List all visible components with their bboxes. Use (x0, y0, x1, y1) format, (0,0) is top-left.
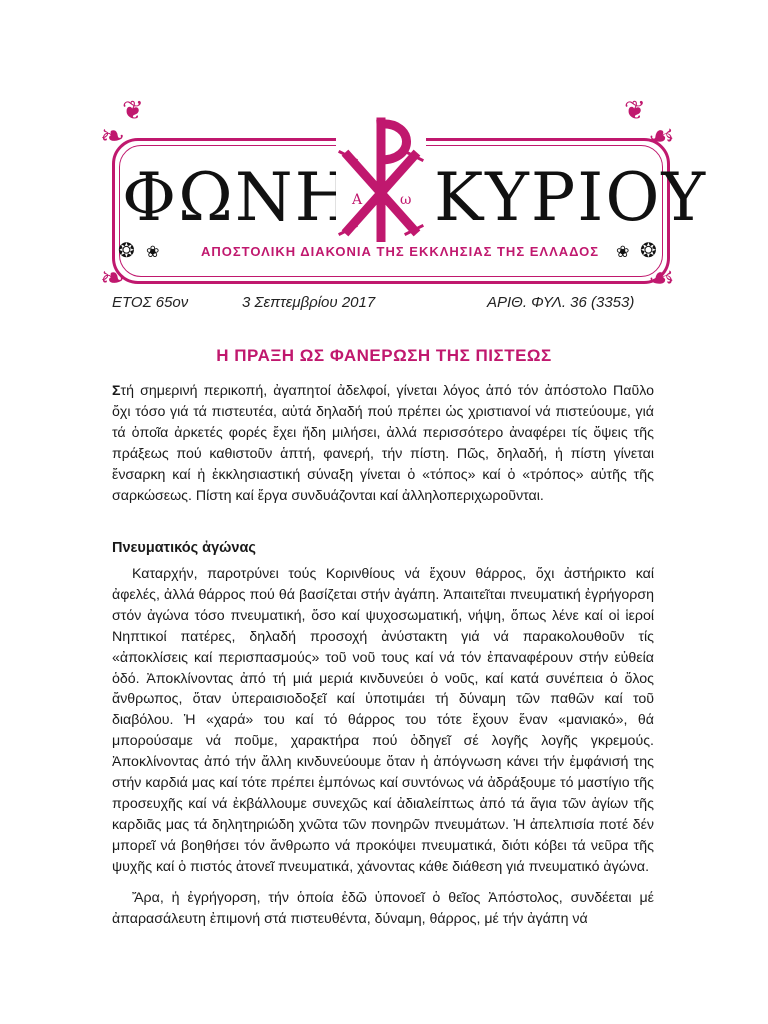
corner-swirl-icon: ❧ (100, 119, 126, 154)
masthead-subtitle: ΑΠΟΣΤΟΛΙΚΗ ΔΙΑΚΟΝΙΑ ΤΗΣ ΕΚΚΛΗΣΙΑΣ ΤΗΣ ΕΛΛΑΔΟΣ (200, 244, 600, 259)
top-swirl-icon: ❦ (122, 96, 144, 126)
corner-swirl-icon: ☙ (648, 119, 675, 154)
omega-label: ω (400, 192, 412, 208)
intro-text: τή σημερινή περικοπή, ἀγαπητοί ἀδελφοί, γίνεται λόγος ἀπό τόν ἀπόστολο Παῦλο ὄχι τόσο γιά τά πιστευτέα, αὐτά δηλαδή πού πρέπει ὡς χριστιανοί νά πιστεύουμε, γιά τά ὁποῖα ἀρκετές φορές ἔχει ἤδη μιλήσει, ἀλλά περισσότερο ἀναφέρει τίς ὄψεις τῆς πράξεως πού καθιστοῦν ἁπτή, φανερή, τήν πίστη. Πῶς, δηλαδή, ἡ πίστη γίνεται ἔνσαρκη καί ἡ ἐκκλησιαστική σύναξη γίνεται ὁ «τόπος» καί ὁ «τρόπος» αὐτῆς τῆς σαρκώσεως. Πίστη καί ἔργα συνδυάζονται καί ἀλληλοπεριχωροῦνται. (112, 383, 654, 504)
article-paragraph: Καταρχήν, παροτρύνει τούς Κορινθίους νά ἔχουν θάρρος, ὄχι ἀστήρικτο καί ἀφελές, ἀλλά θάρρος πού θά βασίζεται στήν ἀγάπη. Ἀπαιτεῖται πνευματική ἐγρήγορση στόν ἀγώνα τόσο πνευματική, ὅσο καί ψυχοσωματική, νήψη, ὅπως λένε καί οἱ ἱεροί Νηπτικοί πατέρες, δηλαδή προσοχή ἀνύστακτη γιά νά παρακολουθοῦν τίς «ἀποκλίσεις καί περισπασμούς» τοῦ νοῦ τους καί νά τόν ἐπαναφέρουν στήν εὐθεία ὁδό. Ἀποκλίνοντας ἀπό τή μιά μεριά κινδυνεύει ὁ νοῦς, καί κατά συνέπεια ὁ ὅλος ἄνθρωπος, ὅταν ὑπεραισιοδοξεῖ καί ὑποτιμάει τή δύναμη τῶν παθῶν καί τοῦ διαβόλου. Ἡ «χαρά» του καί τό θάρρος του τότε ἔχουν ἕναν «μανιακό», θά μπορούσαμε νά ποῦμε, χαρακτήρα πού ὁδηγεῖ σέ λογῆς λογῆς γκρεμούς. Ἀποκλίνοντας ἀπό τήν ἄλλη κινδυνεύουμε ὅταν ἡ ἀπόγνωση κάνει τήν ἐμφάνισή της στήν καρδιά μας καί τότε πρέπει ἐμπόνως καί συντόνως νά ἀδράξουμε τό μαστίγιο τῆς προσευχῆς καί νά ἐκβάλλουμε συνεχῶς καί ἀδιαλείπτως ἀπό τά ἅγια τῶν ἁγίων τῆς καρδιᾶς μας τά δηλητηριώδη χνῶτα τῶν πονηρῶν πνευμάτων. Ἡ ἀπελπισία ποτέ δέν μπορεῖ νά βοηθήσει τόν ἄνθρωπο νά προκόψει πνευματικά, διότι κόβει τά νεῦρα τῆς ψυχῆς καί ὁ πιστός ἀτονεῖ πνευματικά, χάνοντας κάθε διάθεση γιά πνευματικό ἀγώνα. (112, 566, 654, 875)
ornament-right-icon: ❀ (616, 242, 630, 261)
ornament-right-icon: ❂ (640, 238, 657, 262)
ornament-left-icon: ❂ (118, 238, 135, 262)
issue-year: ΕΤΟΣ 65ον (112, 294, 189, 311)
article-headline: Η ΠΡΑΞΗ ΩΣ ΦΑΝΕΡΩΣΗ ΤΗΣ ΠΙΣΤΕΩΣ (216, 346, 552, 365)
ornament-left-icon: ❀ (146, 242, 160, 261)
issue-date: 3 Σεπτεμβρίου 2017 (242, 294, 376, 311)
top-swirl-icon: ❦ (624, 96, 646, 126)
chi-rho-icon (336, 112, 426, 242)
issue-number: ΑΡΙΘ. ΦΥΛ. 36 (3353) (487, 294, 635, 311)
corner-swirl-icon: ❧ (100, 261, 126, 296)
article-intro (112, 381, 654, 506)
intro-initial: Σ (112, 383, 121, 399)
section-title: Πνευματικός ἀγώνας (112, 540, 256, 556)
masthead (100, 96, 708, 296)
alpha-label: Α (352, 192, 363, 208)
masthead-title-left: ΦΩΝΗ (122, 159, 355, 236)
masthead-title-right: ΚΥΡΙΟΥ (434, 159, 708, 236)
article-paragraph: Ἄρα, ἡ ἐγρήγορση, τήν ὁποία ἐδῶ ὑπονοεῖ ὁ θεῖος Ἀπόστολος, συνδέεται μέ ἀπαρασάλευτη ἐπιμονή στά πιστευθέντα, δύναμη, θάρρος, μέ τήν ἀγάπη νά (112, 890, 654, 927)
corner-swirl-icon: ☙ (648, 261, 675, 296)
